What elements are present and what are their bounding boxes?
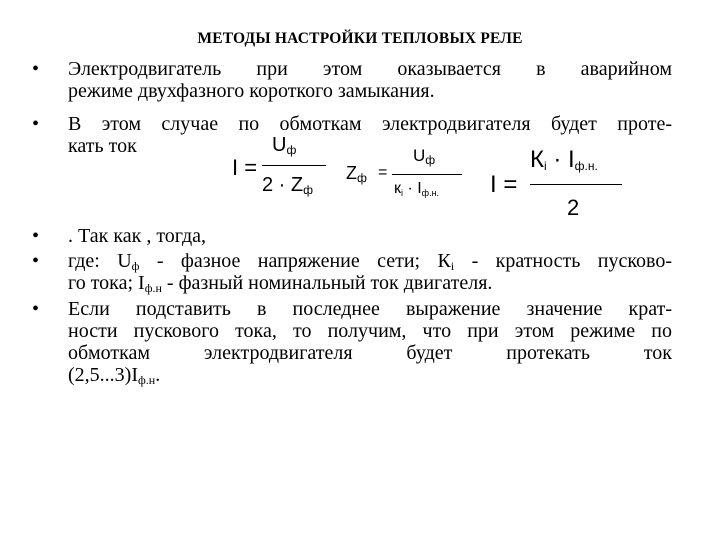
paragraph-5-line-4: $(2,5...3)I_{ф.н}$. <box>68 364 161 387</box>
bullet-4: • <box>32 250 40 272</box>
page-title: МЕТОДЫ НАСТРОЙКИ ТЕПЛОВЫХ РЕЛЕ <box>197 30 523 47</box>
paragraph-3 <box>68 225 672 247</box>
formula-1-fraction-bar <box>262 165 326 166</box>
formula-3-fraction-bar <box>530 184 622 185</box>
formula-3-numerator: $К_i \cdot I_{ф.н.}$ <box>530 146 598 173</box>
paragraph-1 <box>68 58 672 102</box>
formula-2-fraction-bar <box>392 174 462 175</box>
paragraph-3-line-1: . Так как , тогда, <box>68 225 207 247</box>
formula-2-equals: = <box>378 164 388 181</box>
paragraph-1-line-2: режиме двухфазного короткого замыкания. <box>68 80 435 102</box>
paragraph-1-line-1: Электродвигатель при этом оказывается в аварийном <box>68 58 672 80</box>
bullet-5: • <box>32 298 40 320</box>
formula-1-lhs: I = <box>232 155 258 180</box>
bullet-2: • <box>32 113 40 135</box>
paragraph-5-line-2: ности пускового тока, то получим, что при этом режиме по <box>68 320 672 342</box>
formula-3-lhs: I = <box>490 171 518 198</box>
bullet-3: • <box>32 225 40 247</box>
paragraph-2-line-1: В этом случае по обмоткам электродвигателя будет проте- <box>68 113 672 135</box>
formula-1-denominator: $2 \cdot Z_ф$ <box>262 174 313 197</box>
paragraph-5-line-3: обмоткам электродвигателя будет протекать ток <box>68 342 672 364</box>
formula-2-denominator: $к_i \cdot I_{ф.н.}$ <box>394 180 440 198</box>
formula-3-denominator: 2 <box>567 195 580 220</box>
paragraph-4-line-1: где: $U_ф$ - фазное напряжение сети; $К_i$ - кратность пусково- <box>68 250 672 273</box>
paragraph-4 <box>68 250 672 294</box>
formula-2-numerator: $U_ф$ <box>413 146 436 167</box>
bullet-1: • <box>32 58 40 80</box>
formula-1-numerator: $U_ф$ <box>272 134 297 157</box>
formula-2-lhs: $Z_ф$ <box>346 163 367 185</box>
paragraph-4-line-2: го тока; $I_{ф.н}$ - фазный номинальный ток двигателя. <box>68 272 493 295</box>
paragraph-5-line-1: Если подставить в последнее выражение значение крат- <box>68 298 672 320</box>
paragraph-5 <box>68 298 672 386</box>
paragraph-2-line-2: кать ток <box>68 135 137 157</box>
